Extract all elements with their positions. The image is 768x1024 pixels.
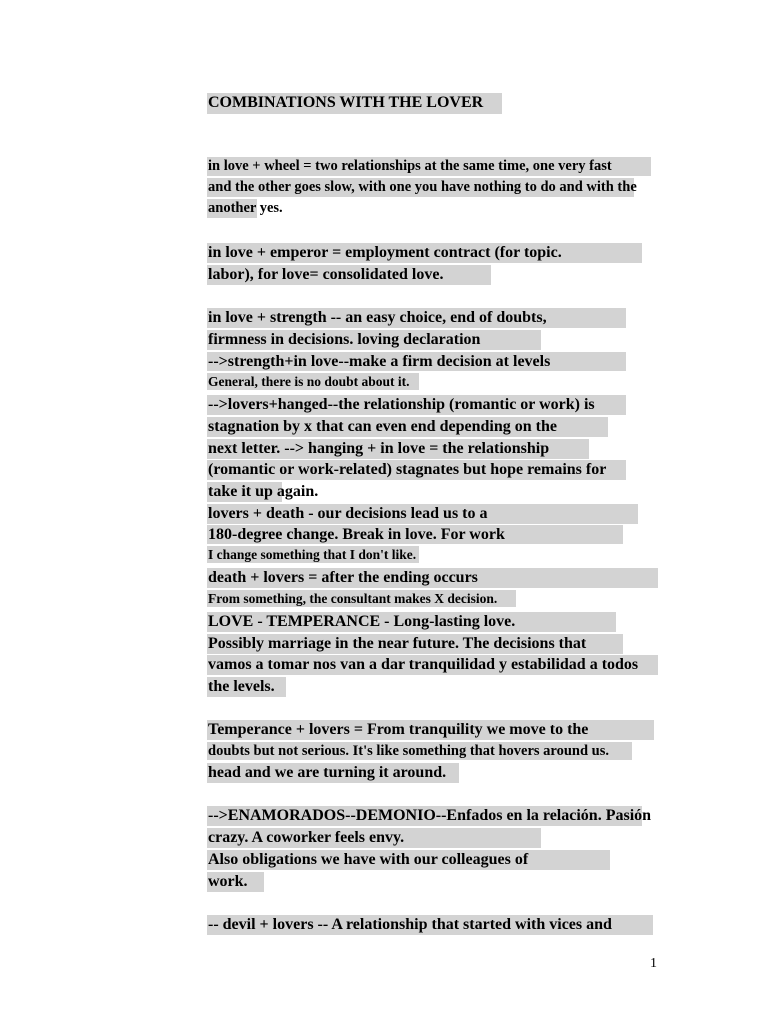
document-title: COMBINATIONS WITH THE LOVER <box>208 94 484 111</box>
text-line: another yes. <box>208 200 283 216</box>
text-line: take it up again. <box>208 483 319 500</box>
text-line: doubts but not serious. It's like something that hovers around us. <box>208 743 609 759</box>
text-line: 180-degree change. Break in love. For work <box>208 526 505 543</box>
text-line: -->strength+in love--make a firm decision at levels <box>208 353 551 370</box>
text-line: I change something that I don't like. <box>208 547 417 562</box>
text-line: in love + wheel = two relationships at the same time, one very fast <box>208 158 612 174</box>
text-line: Temperance + lovers = From tranquility we move to the <box>208 721 589 738</box>
text-line: crazy. A coworker feels envy. <box>208 829 405 846</box>
text-line: (romantic or work-related) stagnates but hope remains for <box>208 461 607 478</box>
text-line: General, there is no doubt about it. <box>208 374 410 389</box>
text-line: work. <box>208 873 248 890</box>
text-line: Also obligations we have with our colleagues of <box>208 851 529 868</box>
text-line: in love + strength -- an easy choice, end of doubts, <box>208 309 547 326</box>
page-number: 1 <box>650 956 657 971</box>
text-line: Possibly marriage in the near future. The decisions that <box>208 635 587 652</box>
text-line: -->lovers+hanged--the relationship (romantic or work) is <box>208 396 595 413</box>
text-line: labor), for love= consolidated love. <box>208 266 444 283</box>
text-line: in love + emperor = employment contract (for topic. <box>208 244 562 261</box>
text-line: firmness in decisions. loving declaration <box>208 331 481 348</box>
text-line: -->ENAMORADOS--DEMONIO--Enfados en la relación. Pasión <box>208 807 652 824</box>
text-line: -- devil + lovers -- A relationship that started with vices and <box>208 916 612 933</box>
text-line: and the other goes slow, with one you have nothing to do and with the <box>208 179 637 195</box>
text-line: LOVE - TEMPERANCE - Long-lasting love. <box>208 613 516 630</box>
text-line: stagnation by x that can even end depending on the <box>208 418 557 435</box>
text-line: death + lovers = after the ending occurs <box>208 569 478 586</box>
text-line: vamos a tomar nos van a dar tranquilidad y estabilidad a todos <box>208 656 639 673</box>
text-line: the levels. <box>208 678 275 695</box>
text-line: From something, the consultant makes X decision. <box>208 591 498 606</box>
text-line: next letter. --> hanging + in love = the relationship <box>208 440 550 457</box>
text-line: lovers + death - our decisions lead us to a <box>208 505 488 522</box>
text-line: head and we are turning it around. <box>208 764 447 781</box>
